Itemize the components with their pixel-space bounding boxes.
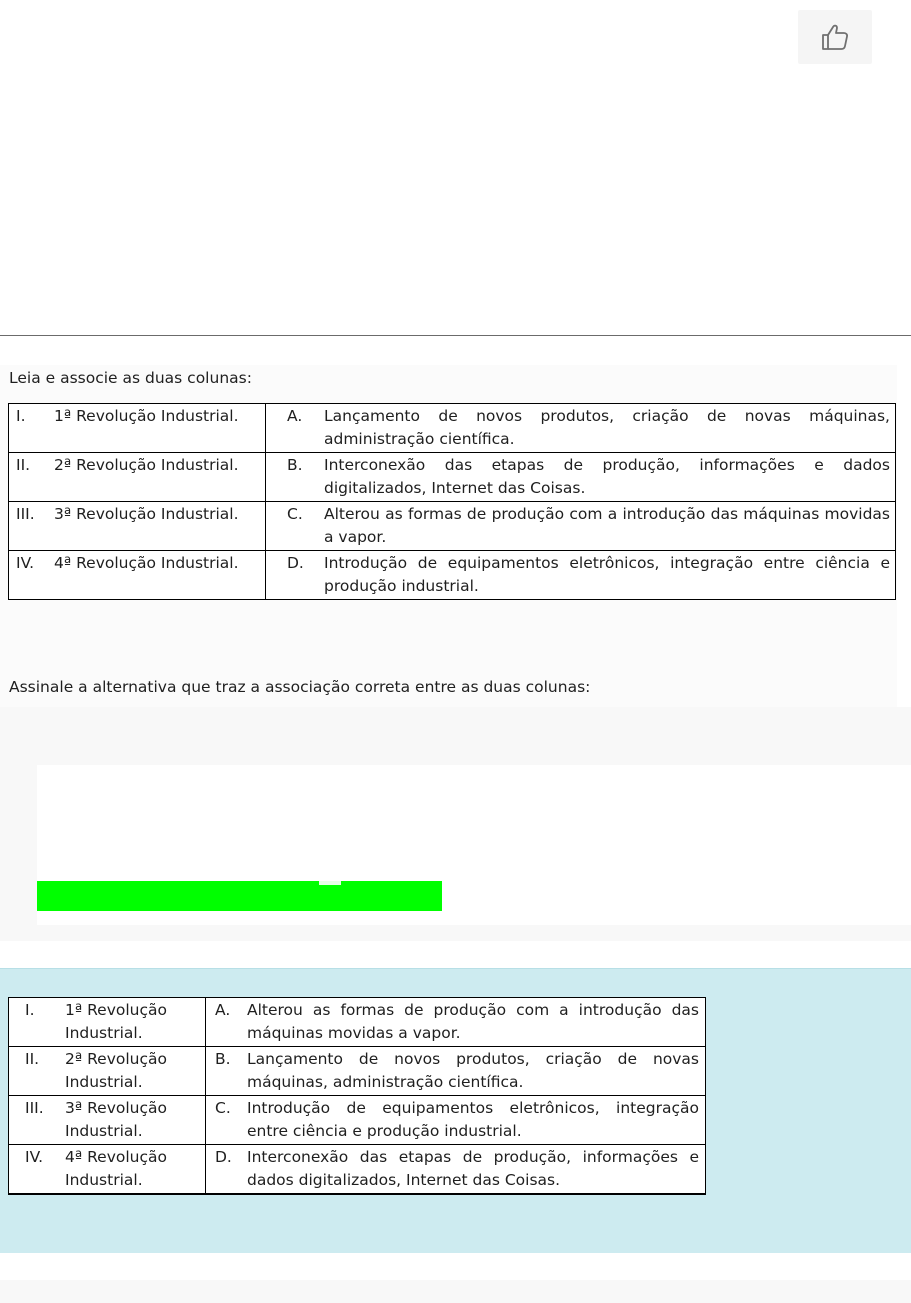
description: Lançamento de novos produtos, criação de novas máquinas, administração científica. [247,1050,699,1091]
table-row [9,551,896,600]
row-number: III. [16,505,35,523]
description: Alterou as formas de produção com a introdução das máquinas movidas a vapor. [247,1001,699,1042]
right-cell [266,404,896,453]
left-cell [9,1145,206,1195]
description: Alterou as formas de produção com a introdução das máquinas movidas a vapor. [324,505,890,546]
right-cell [266,502,896,551]
revolution-name: 1ª Revolução Industrial. [65,1001,167,1042]
description: Interconexão das etapas de produção, informações e dados digitalizados, Internet das Coisas. [247,1148,699,1189]
question-statement [0,365,897,707]
row-number: IV. [16,554,35,572]
description: Introdução de equipamentos eletrônicos, integração entre ciência e produção industrial. [324,554,890,595]
right-cell [206,998,706,1047]
revolution-name: 4ª Revolução Industrial. [54,554,239,572]
row-letter: C. [215,1099,231,1117]
options-panel-bottom [37,925,911,941]
row-letter: D. [287,554,304,572]
left-cell [9,998,206,1047]
left-cell [9,1096,206,1145]
row-letter: A. [287,407,303,425]
table-row [9,1145,706,1195]
row-letter: A. [215,1001,231,1019]
answer-table [8,997,706,1195]
table-row [9,1096,706,1145]
options-panel-top [0,707,911,765]
left-cell [9,453,266,502]
question-instruction: Assinale a alternativa que traz a associação correta entre as duas colunas: [9,678,591,696]
revolution-name: 2ª Revolução Industrial. [65,1050,167,1091]
row-letter: C. [287,505,303,523]
question-table [8,403,896,600]
row-number: III. [25,1099,44,1117]
correct-answer-panel [0,968,911,1253]
revolution-name: 3ª Revolução Industrial. [65,1099,167,1140]
revolution-name: 4ª Revolução Industrial. [65,1148,167,1189]
row-letter: B. [287,456,303,474]
table-row [9,404,896,453]
description: Lançamento de novos produtos, criação de novas máquinas, administração científica. [324,407,890,448]
row-letter: D. [215,1148,232,1166]
table-row [9,1047,706,1096]
footer-bar [0,1280,911,1303]
left-cell [9,551,266,600]
row-number: II. [16,456,31,474]
row-letter: B. [215,1050,231,1068]
options-panel-left [0,765,37,941]
table-row [9,453,896,502]
divider [0,335,911,336]
revolution-name: 3ª Revolução Industrial. [54,505,239,523]
like-button[interactable] [798,10,872,64]
right-cell [266,453,896,502]
row-number: I. [25,1001,35,1019]
table-row [9,502,896,551]
table-row [9,998,706,1047]
left-cell [9,404,266,453]
right-cell [206,1096,706,1145]
right-cell [206,1145,706,1195]
highlighted-answer-option[interactable] [37,881,442,911]
description: Introdução de equipamentos eletrônicos, integração entre ciência e produção industrial. [247,1099,699,1140]
right-cell [266,551,896,600]
thumbs-up-icon [820,23,850,51]
description: Interconexão das etapas de produção, informações e dados digitalizados, Internet das Coisas. [324,456,890,497]
row-number: IV. [25,1148,44,1166]
row-number: I. [16,407,26,425]
row-number: II. [25,1050,40,1068]
revolution-name: 2ª Revolução Industrial. [54,456,239,474]
left-cell [9,502,266,551]
right-cell [206,1047,706,1096]
question-intro: Leia e associe as duas colunas: [9,369,252,387]
left-cell [9,1047,206,1096]
revolution-name: 1ª Revolução Industrial. [54,407,239,425]
